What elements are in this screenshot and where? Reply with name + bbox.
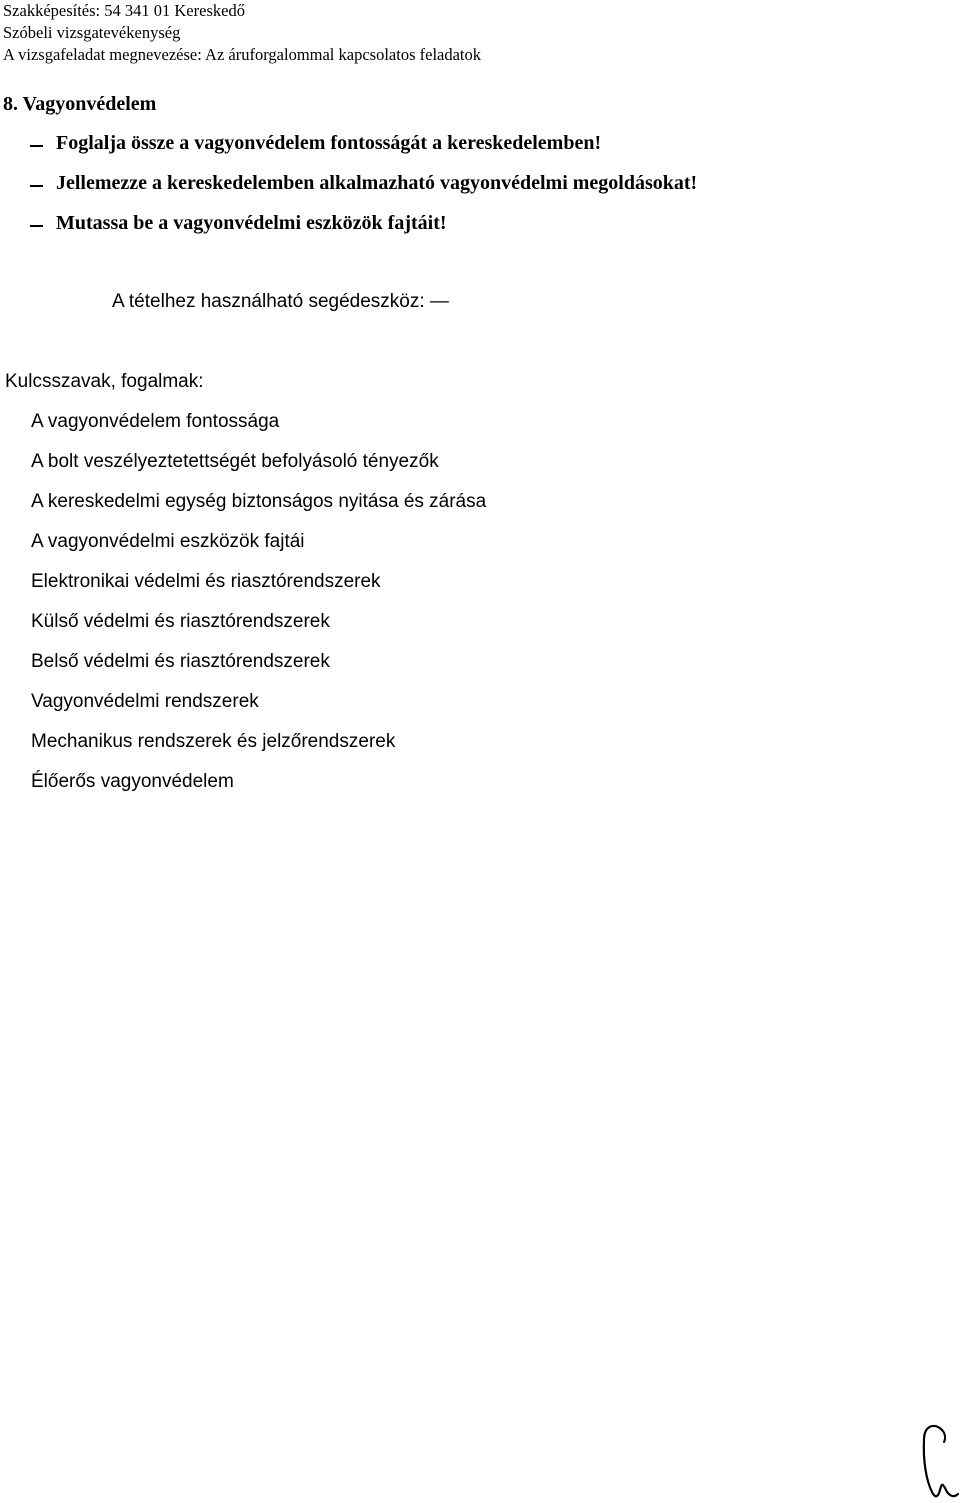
task-text: Foglalja össze a vagyonvédelem fontosságát a kereskedelemben! (56, 132, 602, 154)
task-text: Mutassa be a vagyonvédelmi eszközök fajtáit! (56, 212, 447, 234)
document-header (3, 0, 481, 66)
keyword-item: A vagyonvédelem fontossága (31, 411, 280, 432)
keyword-list (31, 408, 486, 808)
keyword-item: Belső védelmi és riasztórendszerek (31, 651, 330, 672)
keyword-item: Mechanikus rendszerek és jelzőrendszerek (31, 731, 396, 752)
task-text: Jellemezze a kereskedelemben alkalmazható vagyonvédelmi megoldásokat! (56, 172, 698, 194)
keyword-item: Élőerős vagyonvédelem (31, 771, 234, 792)
keyword-item: A bolt veszélyeztetettségét befolyásoló tényezők (31, 451, 439, 472)
section-title: 8. Vagyonvédelem (3, 93, 157, 115)
qualification-line: Szakképesítés: 54 341 01 Kereskedő (3, 1, 245, 20)
keyword-item: Elektronikai védelmi és riasztórendszerek (31, 571, 381, 592)
keyword-item: A kereskedelmi egység biztonságos nyitása és zárása (31, 491, 487, 512)
handwritten-initial-signature (910, 1418, 960, 1503)
keywords-label: Kulcsszavak, fogalmak: (5, 371, 204, 392)
keyword-item: Vagyonvédelmi rendszerek (31, 691, 259, 712)
keyword-item: A vagyonvédelmi eszközök fajtái (31, 531, 305, 552)
keyword-item: Külső védelmi és riasztórendszerek (31, 611, 330, 632)
exam-type-line: Szóbeli vizsgatevékenység (3, 23, 181, 42)
aid-tools-line: A tételhez használható segédeszköz: — (112, 291, 449, 312)
dash-bullet-icon (30, 225, 43, 227)
dash-bullet-icon (30, 185, 43, 187)
dash-bullet-icon (30, 145, 43, 147)
exam-task-name-line: A vizsgafeladat megnevezése: Az áruforgalommal kapcsolatos feladatok (3, 45, 482, 64)
